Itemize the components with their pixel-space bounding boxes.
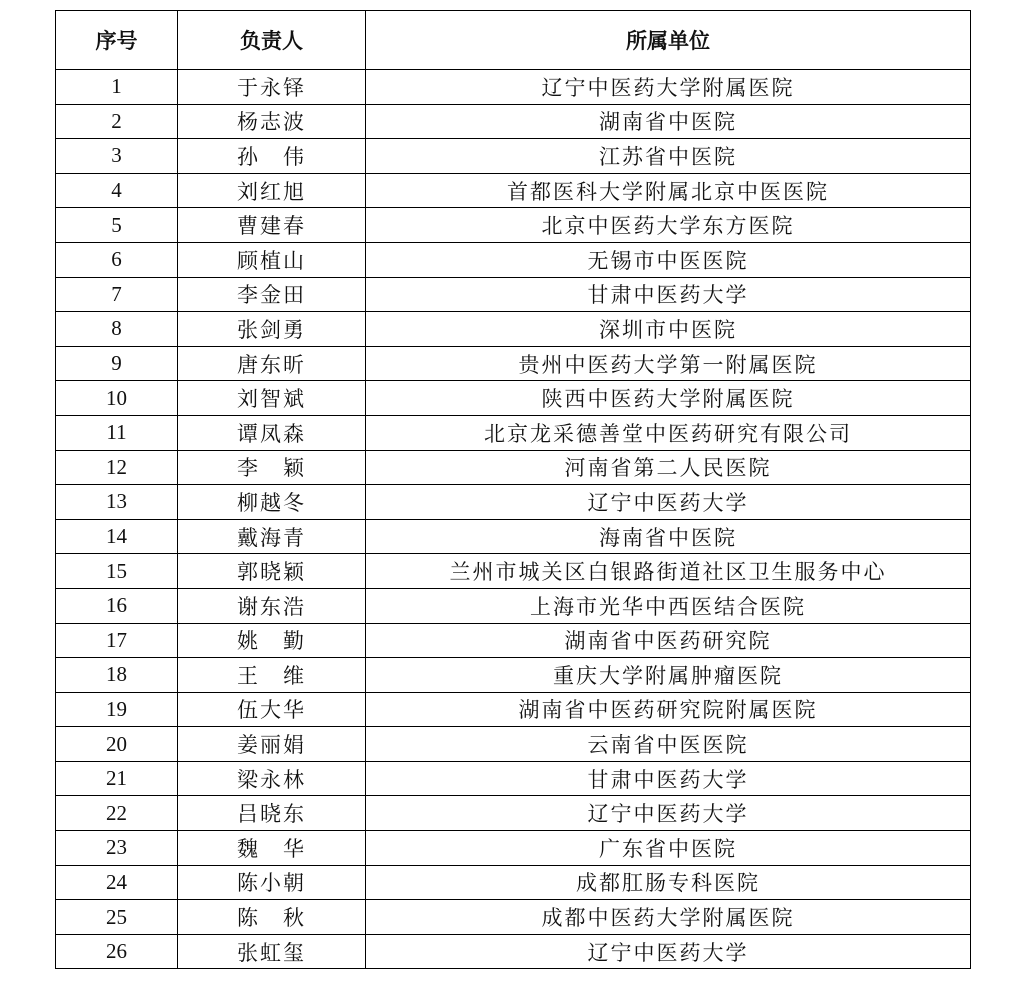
row-unit-cell: 河南省第二人民医院: [366, 450, 971, 485]
table-row: [56, 173, 971, 208]
row-seq-cell: 8: [56, 312, 178, 347]
header-name: 负责人: [178, 11, 366, 70]
personnel-table: [55, 10, 971, 969]
row-name-cell: 李 颖: [178, 450, 366, 485]
row-unit-cell: 云南省中医医院: [366, 727, 971, 762]
row-name-cell: 于永铎: [178, 70, 366, 105]
row-name-cell: 刘红旭: [178, 173, 366, 208]
row-seq-cell: 17: [56, 623, 178, 658]
table-row: [56, 450, 971, 485]
row-seq-cell: 21: [56, 761, 178, 796]
table-body: [56, 70, 971, 969]
row-seq-cell: 24: [56, 865, 178, 900]
row-seq-cell: 5: [56, 208, 178, 243]
table-row: [56, 485, 971, 520]
personnel-table-container: [55, 10, 970, 969]
table-row: [56, 588, 971, 623]
row-name-cell: 柳越冬: [178, 485, 366, 520]
row-name-cell: 顾植山: [178, 242, 366, 277]
table-row: [56, 865, 971, 900]
table-row: [56, 831, 971, 866]
row-unit-cell: 湖南省中医院: [366, 104, 971, 139]
row-unit-cell: 深圳市中医院: [366, 312, 971, 347]
table-row: [56, 242, 971, 277]
table-row: [56, 727, 971, 762]
row-unit-cell: 兰州市城关区白银路街道社区卫生服务中心: [366, 554, 971, 589]
row-name-cell: 唐东昕: [178, 346, 366, 381]
header-unit: 所属单位: [366, 11, 971, 70]
row-unit-cell: 辽宁中医药大学附属医院: [366, 70, 971, 105]
row-seq-cell: 11: [56, 415, 178, 450]
table-row: [56, 381, 971, 416]
row-name-cell: 梁永林: [178, 761, 366, 796]
row-seq-cell: 3: [56, 139, 178, 174]
table-row: [56, 658, 971, 693]
row-name-cell: 杨志波: [178, 104, 366, 139]
table-row: [56, 415, 971, 450]
row-name-cell: 孙 伟: [178, 139, 366, 174]
row-seq-cell: 7: [56, 277, 178, 312]
row-name-cell: 姜丽娟: [178, 727, 366, 762]
row-unit-cell: 无锡市中医医院: [366, 242, 971, 277]
row-unit-cell: 广东省中医院: [366, 831, 971, 866]
header-seq: 序号: [56, 11, 178, 70]
row-name-cell: 陈小朝: [178, 865, 366, 900]
row-seq-cell: 1: [56, 70, 178, 105]
header-row: [56, 11, 971, 70]
table-row: [56, 312, 971, 347]
row-unit-cell: 北京中医药大学东方医院: [366, 208, 971, 243]
table-row: [56, 761, 971, 796]
table-row: [56, 900, 971, 935]
row-unit-cell: 甘肃中医药大学: [366, 277, 971, 312]
table-row: [56, 623, 971, 658]
row-name-cell: 伍大华: [178, 692, 366, 727]
table-row: [56, 519, 971, 554]
row-seq-cell: 25: [56, 900, 178, 935]
row-name-cell: 谭凤森: [178, 415, 366, 450]
table-row: [56, 934, 971, 969]
table-row: [56, 104, 971, 139]
row-seq-cell: 15: [56, 554, 178, 589]
row-name-cell: 陈 秋: [178, 900, 366, 935]
row-name-cell: 刘智斌: [178, 381, 366, 416]
row-name-cell: 张虹玺: [178, 934, 366, 969]
row-seq-cell: 18: [56, 658, 178, 693]
row-seq-cell: 23: [56, 831, 178, 866]
row-name-cell: 吕晓东: [178, 796, 366, 831]
row-seq-cell: 14: [56, 519, 178, 554]
table-row: [56, 346, 971, 381]
row-seq-cell: 13: [56, 485, 178, 520]
row-name-cell: 姚 勤: [178, 623, 366, 658]
row-unit-cell: 辽宁中医药大学: [366, 934, 971, 969]
row-name-cell: 魏 华: [178, 831, 366, 866]
table-row: [56, 208, 971, 243]
row-unit-cell: 上海市光华中西医结合医院: [366, 588, 971, 623]
row-seq-cell: 9: [56, 346, 178, 381]
row-seq-cell: 22: [56, 796, 178, 831]
row-name-cell: 郭晓颖: [178, 554, 366, 589]
row-name-cell: 张剑勇: [178, 312, 366, 347]
table-row: [56, 277, 971, 312]
row-seq-cell: 16: [56, 588, 178, 623]
table-row: [56, 796, 971, 831]
row-seq-cell: 4: [56, 173, 178, 208]
row-unit-cell: 湖南省中医药研究院: [366, 623, 971, 658]
row-unit-cell: 成都中医药大学附属医院: [366, 900, 971, 935]
row-name-cell: 曹建春: [178, 208, 366, 243]
table-row: [56, 139, 971, 174]
row-unit-cell: 辽宁中医药大学: [366, 485, 971, 520]
row-seq-cell: 10: [56, 381, 178, 416]
row-seq-cell: 2: [56, 104, 178, 139]
row-unit-cell: 陕西中医药大学附属医院: [366, 381, 971, 416]
row-name-cell: 王 维: [178, 658, 366, 693]
row-unit-cell: 甘肃中医药大学: [366, 761, 971, 796]
row-unit-cell: 重庆大学附属肿瘤医院: [366, 658, 971, 693]
table-row: [56, 554, 971, 589]
row-name-cell: 谢东浩: [178, 588, 366, 623]
row-unit-cell: 北京龙采德善堂中医药研究有限公司: [366, 415, 971, 450]
row-seq-cell: 26: [56, 934, 178, 969]
row-seq-cell: 12: [56, 450, 178, 485]
row-unit-cell: 湖南省中医药研究院附属医院: [366, 692, 971, 727]
row-unit-cell: 辽宁中医药大学: [366, 796, 971, 831]
table-row: [56, 692, 971, 727]
row-unit-cell: 江苏省中医院: [366, 139, 971, 174]
row-seq-cell: 19: [56, 692, 178, 727]
row-unit-cell: 成都肛肠专科医院: [366, 865, 971, 900]
row-unit-cell: 海南省中医院: [366, 519, 971, 554]
row-unit-cell: 首都医科大学附属北京中医医院: [366, 173, 971, 208]
row-name-cell: 李金田: [178, 277, 366, 312]
row-unit-cell: 贵州中医药大学第一附属医院: [366, 346, 971, 381]
row-seq-cell: 6: [56, 242, 178, 277]
row-name-cell: 戴海青: [178, 519, 366, 554]
row-seq-cell: 20: [56, 727, 178, 762]
table-row: [56, 70, 971, 105]
table-header: [56, 11, 971, 70]
